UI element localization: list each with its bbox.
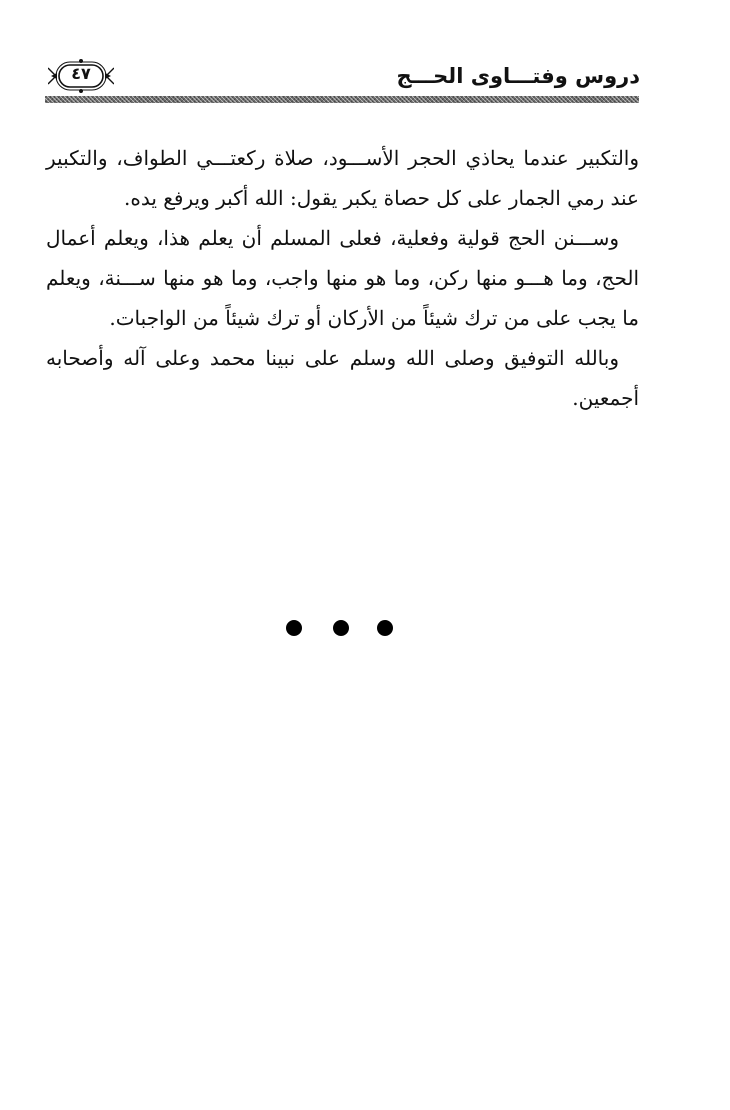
paragraph: وســـنن الحج قولية وفعلية، فعلى المسلم أن يعلم هذا، ويعلم أعمال الحج، وما هـــو منها ركن، وما هو منها واجب، وما هو منها ســـنة، ويعلم ما يجب على من ترك شيئاً من الأركان أو ترك شيئاً من الواجبات. [46, 226, 639, 330]
body-text [46, 138, 639, 418]
paragraph: والتكبير عندما يحاذي الحجر الأســـود، صلاة ركعتـــي الطواف، والتكبير عند رمي الجمار على كل حصاة يكبر يقول: الله أكبر ويرفع يده. [46, 146, 639, 210]
page-number: ٤٧ [71, 64, 91, 83]
book-title: دروس وفتـــاوى الحـــج [396, 64, 640, 88]
page-number-badge [48, 58, 114, 94]
three-dots-separator-icon [286, 620, 396, 636]
header-rule [45, 96, 639, 103]
page-header [40, 58, 640, 108]
dot-icon [333, 620, 349, 636]
dot-icon [286, 620, 302, 636]
paragraph: وبالله التوفيق وصلى الله وسلم على نبينا محمد وعلى آله وأصحابه أجمعين. [46, 346, 639, 410]
dot-icon [377, 620, 393, 636]
